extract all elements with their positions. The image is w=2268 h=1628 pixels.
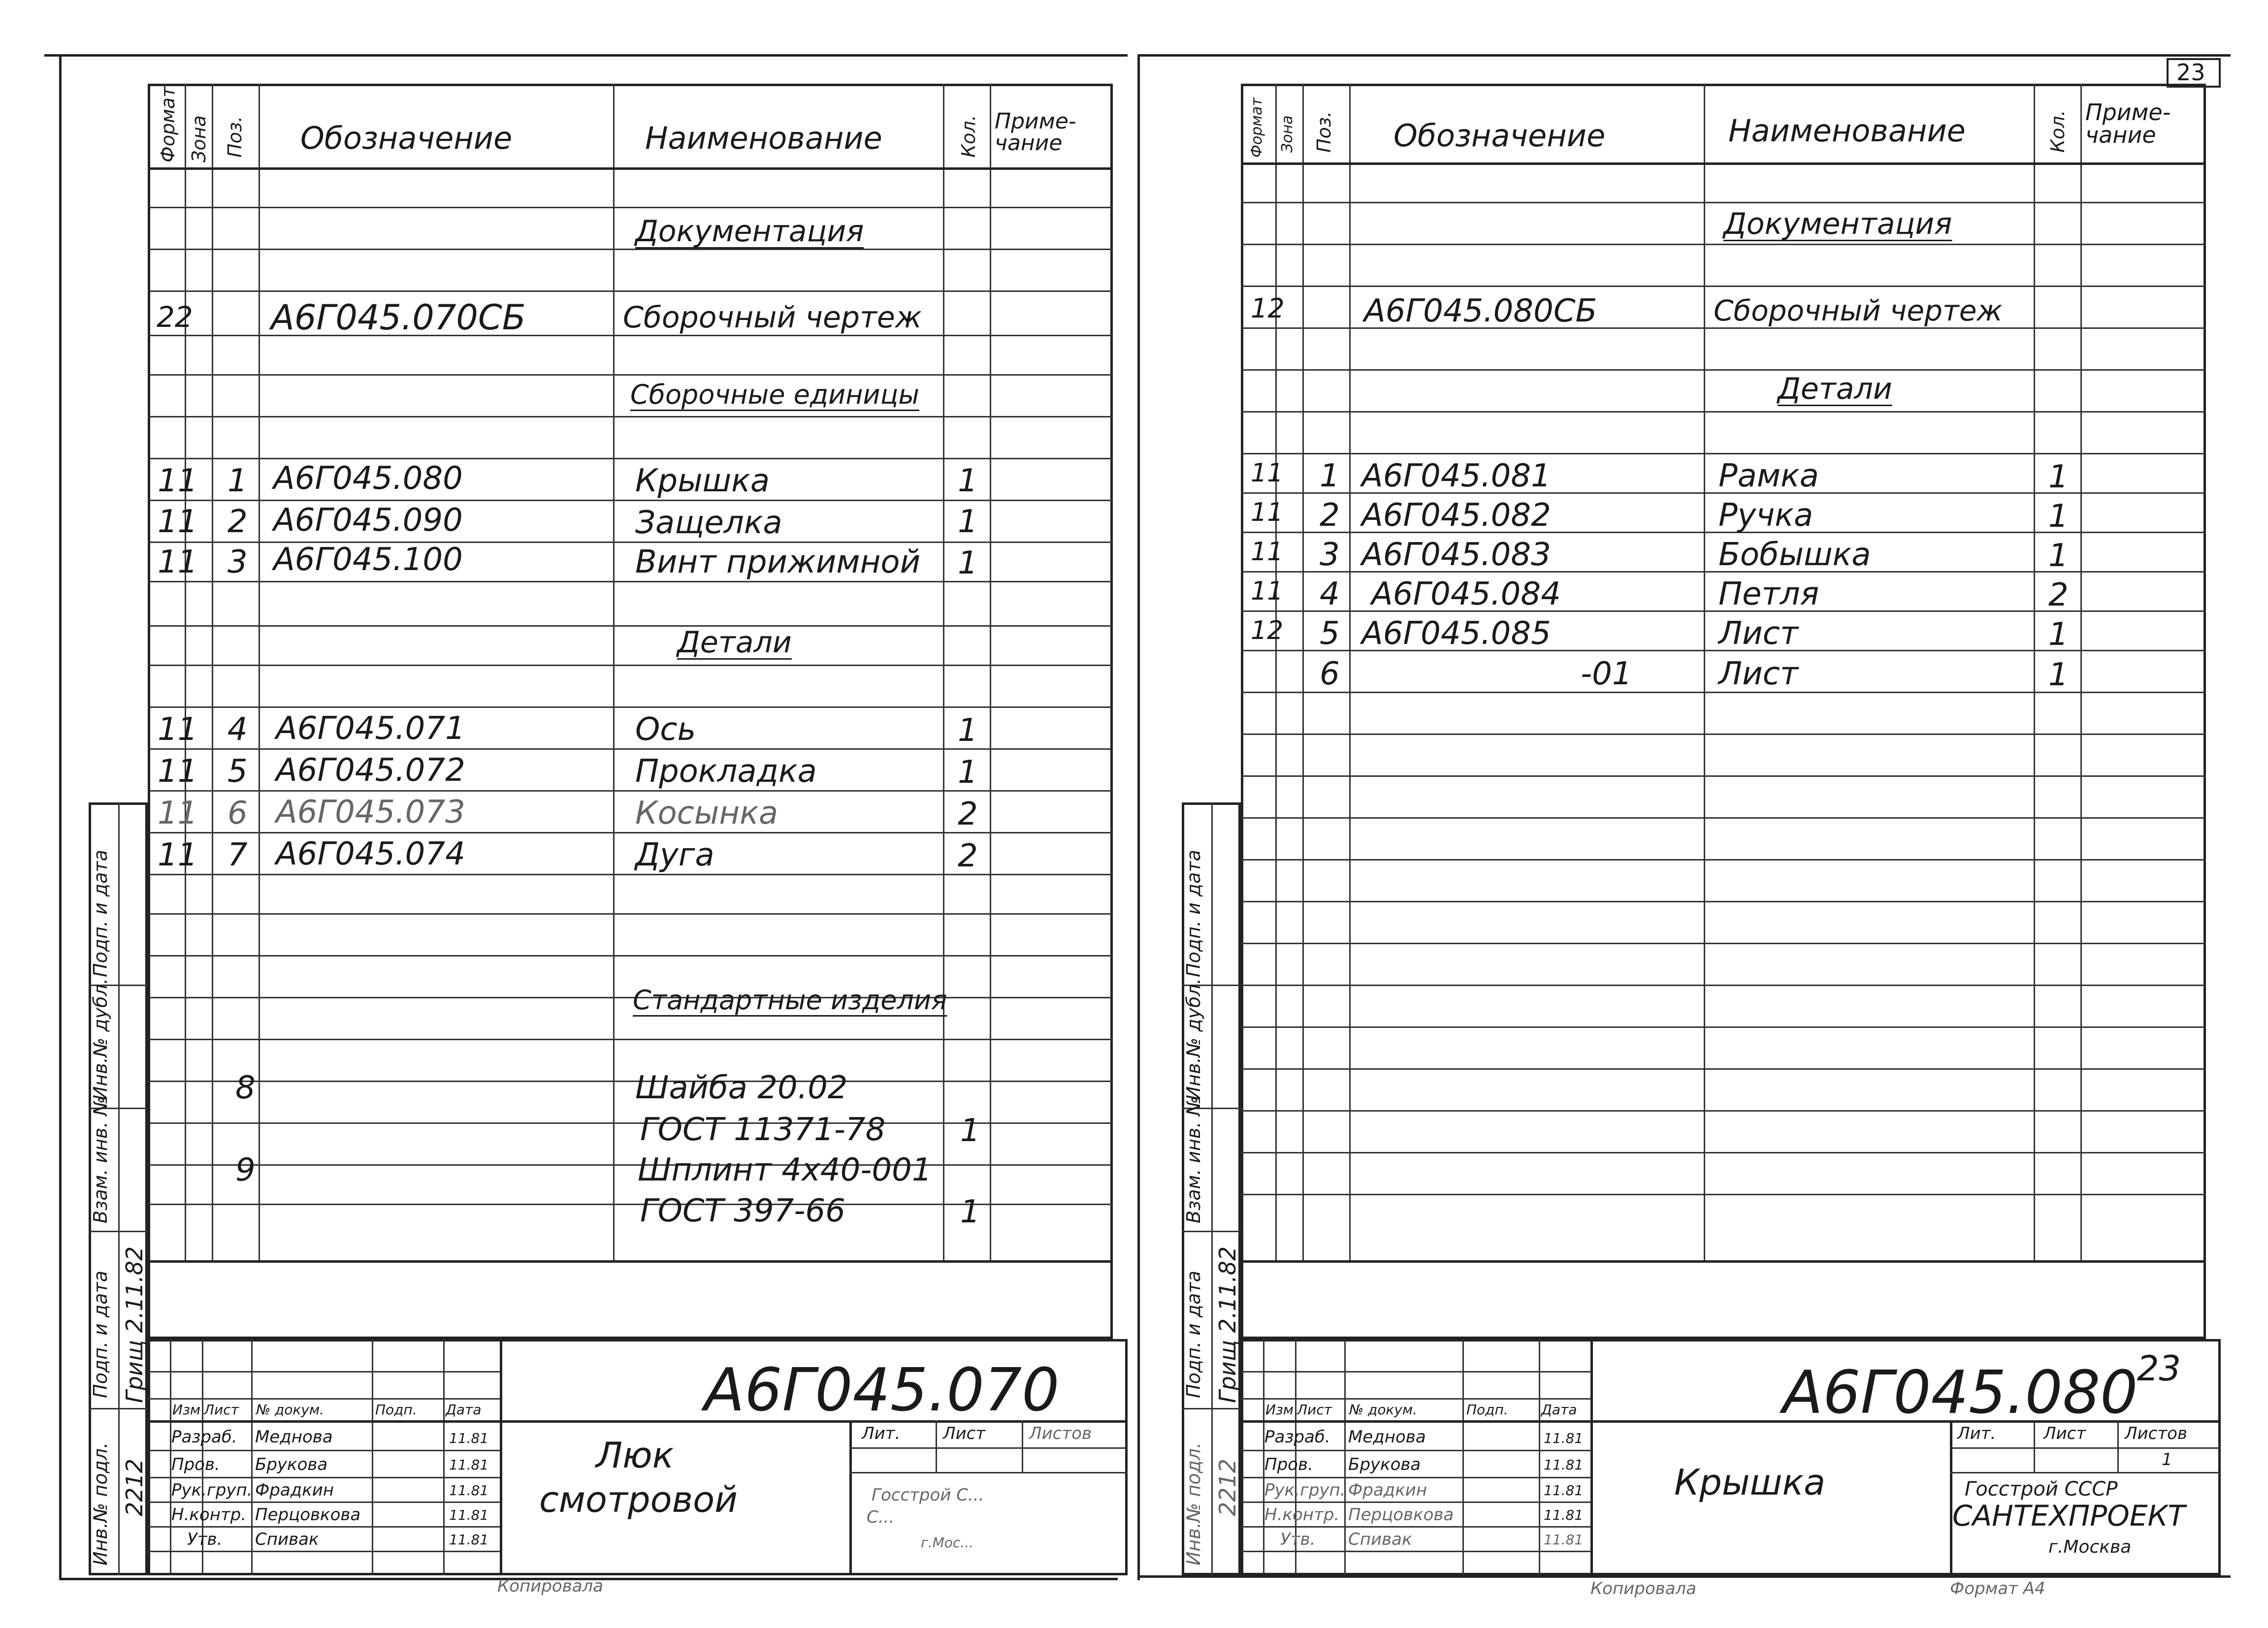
left-row-line (148, 955, 1113, 957)
left-hdr-zone: Зона (188, 115, 210, 162)
row-designation: А6Г045.074 (276, 836, 465, 872)
left-side-inv-number: 2212 (121, 1458, 148, 1516)
left-side-inv-dubl: Инв.№ дубл. (90, 978, 111, 1100)
left-side-podp-data: Подп. и дата (90, 1271, 111, 1398)
left-sig-row (148, 1501, 500, 1503)
right-hdr-pos: Поз. (1313, 111, 1335, 153)
row-name: Лист (1718, 615, 1799, 652)
right-side-row (1182, 1408, 1241, 1409)
tb-role: Рук.груп. (171, 1480, 253, 1500)
left-side-podp-data2: Подп. и дата (90, 850, 111, 977)
right-sig-row (1241, 1477, 1590, 1478)
right-row-line (1241, 1194, 2206, 1195)
right-row-line (1241, 1152, 2206, 1153)
row-name: Шайба 20.02 (635, 1070, 848, 1106)
tb-col-list: Лист (204, 1402, 239, 1418)
left-tb-title-2: смотровой (539, 1479, 738, 1520)
right-tb-sheets-value: 1 (2162, 1450, 2172, 1469)
row-format: 11 (158, 837, 198, 873)
left-tb-split2 (849, 1420, 852, 1575)
row-name: Бобышка (1718, 537, 1871, 573)
left-row-line (148, 249, 1113, 250)
row-designation: А6Г045.090 (273, 502, 463, 539)
left-sig-row (148, 1420, 500, 1423)
tb-person: Фрадкин (255, 1480, 334, 1500)
tb-col-date: Дата (446, 1402, 482, 1418)
row-qty: 1 (2048, 616, 2069, 653)
right-tb-designation: А6Г045.080 (1782, 1359, 2138, 1427)
row-pos: 9 (235, 1152, 256, 1188)
left-tb-sheet: Лист (943, 1424, 986, 1443)
right-row-line (1241, 1068, 2206, 1070)
tb-role: Н.контр. (1264, 1505, 1340, 1525)
right-sig-col (1344, 1339, 1346, 1575)
left-outer-left (59, 54, 62, 1580)
left-row-line (148, 997, 1113, 998)
row-pos: 5 (227, 753, 248, 790)
right-row-line (1241, 775, 2206, 777)
left-row-line (148, 1081, 1113, 1082)
left-sig-row (148, 1526, 500, 1528)
right-copied: Копировала (1590, 1579, 1697, 1598)
tb-col-izm: Изм (172, 1402, 200, 1418)
row-qty: 1 (960, 1113, 980, 1149)
left-tb-col (1022, 1420, 1023, 1472)
tb-date: 11.81 (449, 1430, 489, 1446)
right-row-line (1241, 202, 2206, 203)
right-sec-details: Детали (1778, 372, 1892, 406)
left-col-format (185, 84, 186, 1260)
row-designation: А6Г045.085 (1361, 615, 1551, 652)
right-sig-row (1241, 1398, 1590, 1400)
row-pos: 1 (1320, 458, 1340, 494)
right-sig-col (1539, 1339, 1540, 1575)
right-side-inv-number: 2212 (1214, 1458, 1241, 1516)
right-side-row (1182, 1231, 1241, 1232)
left-col-name (613, 84, 615, 1260)
tb-date: 11.81 (1544, 1507, 1584, 1523)
row-name: Защелка (635, 505, 782, 541)
left-col-pos (259, 84, 260, 1260)
right-row-line (1241, 943, 2206, 944)
right-side-sign-date: Грищ 2.11.82 (1214, 1246, 1241, 1403)
left-tb-line (849, 1447, 1128, 1449)
left-sec-details: Детали (677, 625, 792, 660)
left-row-line (148, 500, 1113, 501)
right-sig-col (1462, 1339, 1464, 1575)
row-designation: А6Г045.073 (276, 794, 465, 830)
row-qty: 1 (958, 504, 978, 540)
row-pos: 5 (1320, 615, 1340, 652)
row-pos: 2 (1320, 497, 1340, 534)
left-tb-org1: Госстрой С... (872, 1485, 984, 1505)
left-hdr-designation: Обозначение (300, 120, 513, 156)
left-row-line (148, 625, 1113, 627)
row-qty: 2 (958, 796, 978, 832)
right-row-line (1241, 859, 2206, 861)
tb-person: Спивак (1348, 1530, 1412, 1549)
tb-col-doc: № докум. (256, 1402, 324, 1418)
left-sig-col (443, 1339, 445, 1575)
tb-date: 11.81 (1544, 1457, 1584, 1473)
right-row-line (1241, 411, 2206, 413)
tb-person: Меднова (255, 1427, 333, 1447)
left-sig-col (372, 1339, 373, 1575)
right-sig-row (1241, 1450, 1590, 1451)
tb-role: Разраб. (171, 1427, 237, 1447)
left-row-line (148, 290, 1113, 292)
row-format: 11 (1251, 458, 1284, 488)
row-name: Крышка (635, 463, 770, 499)
right-side-podp-data: Подп. и дата (1183, 1271, 1204, 1398)
left-tb-sheets: Листов (1029, 1424, 1092, 1443)
left-row-line (148, 374, 1113, 376)
left-sec-standard: Стандартные изделия (633, 985, 947, 1016)
row-name: Косынка (635, 795, 778, 831)
row-designation: А6Г045.071 (276, 710, 465, 747)
row-pos: 2 (227, 504, 248, 540)
left-row-line (148, 665, 1113, 666)
row-pos: 1 (227, 463, 248, 499)
left-hdr-name: Наименование (645, 120, 882, 156)
left-col-note (990, 84, 991, 1260)
right-tb-line (1950, 1447, 2221, 1449)
row-designation: А6Г045.100 (273, 542, 463, 578)
row-pos: 4 (227, 711, 248, 748)
right-hdr-format: Формат (1248, 97, 1265, 158)
left-side-inv-podl: Инв.№ подл. (90, 1442, 111, 1565)
row-pos: 3 (1320, 537, 1340, 573)
right-side-split (1211, 802, 1213, 1575)
right-tb-line (1950, 1472, 2221, 1473)
row-qty: 1 (2048, 459, 2069, 495)
row-name: Ручка (1718, 497, 1814, 534)
row-format: 11 (1251, 576, 1284, 606)
left-side-vzam-inv: Взам. инв. № (90, 1096, 111, 1223)
row-name: ГОСТ 397-66 (640, 1193, 845, 1229)
row-qty: 1 (958, 463, 978, 499)
tb-date: 11.81 (449, 1482, 489, 1499)
right-row-line (1241, 1110, 2206, 1112)
row-name: Петля (1718, 576, 1819, 612)
row-name: Прокладка (635, 753, 817, 790)
row-designation: -01 (1581, 656, 1632, 692)
row-name: Винт прижимной (635, 544, 921, 580)
left-sig-row (148, 1371, 500, 1373)
right-spec-bottom (1241, 1260, 2206, 1263)
row-name: Ось (635, 711, 696, 748)
right-row-line (1241, 1026, 2206, 1028)
left-header-line (148, 167, 1113, 170)
left-doc-name: Сборочный чертеж (623, 300, 922, 335)
left-spec-bottom (148, 1260, 1113, 1263)
left-row-line (148, 1039, 1113, 1040)
row-qty: 1 (2048, 498, 2069, 535)
right-tb-org2: САНТЕХПРОЕКТ (1952, 1499, 2186, 1532)
right-col-name (1704, 84, 1705, 1260)
left-side-sign-date: Грищ 2.11.82 (121, 1246, 148, 1403)
left-side-row (89, 1231, 148, 1232)
left-hdr-note: Приме-чание (995, 109, 1076, 156)
right-row-line (1241, 817, 2206, 819)
right-tb-org1: Госстрой СССР (1965, 1478, 2118, 1500)
left-tb-org3: г.Мос... (921, 1534, 973, 1551)
right-tb-split2 (1950, 1420, 1952, 1575)
tb-role: Пров. (1264, 1455, 1313, 1474)
right-tb-lit: Лит. (1957, 1424, 1996, 1443)
row-qty: 1 (960, 1194, 980, 1230)
right-hdr-zone: Зона (1279, 115, 1296, 153)
row-format: 11 (158, 544, 198, 580)
right-tb-col (2117, 1420, 2119, 1472)
left-sig-row (148, 1450, 500, 1451)
row-designation: А6Г045.082 (1361, 497, 1551, 534)
left-sec-documentation: Документация (635, 214, 864, 249)
row-name: Дуга (635, 837, 714, 873)
tb-col-izm: Изм (1265, 1402, 1294, 1418)
row-name: ГОСТ 11371-78 (640, 1112, 886, 1148)
tb-person: Фрадкин (1348, 1480, 1427, 1500)
tb-role: Н.контр. (171, 1505, 247, 1525)
page-number: 23 (2176, 59, 2205, 86)
row-format: 11 (158, 504, 198, 540)
right-row-line (1241, 244, 2206, 245)
tb-person: Спивак (255, 1530, 319, 1549)
left-row-line (148, 706, 1113, 708)
right-format-label: Формат А4 (1950, 1579, 2045, 1598)
right-outer-top (1137, 54, 2231, 57)
row-qty: 2 (2048, 577, 2069, 613)
right-side-podp-data2: Подп. и дата (1183, 850, 1204, 977)
row-qty: 2 (958, 838, 978, 874)
left-sig-row (148, 1551, 500, 1552)
row-format: 11 (158, 795, 198, 831)
tb-person: Меднова (1348, 1427, 1426, 1447)
row-designation: А6Г045.081 (1361, 458, 1551, 494)
left-sig-row (148, 1477, 500, 1478)
right-sec-documentation: Документация (1723, 207, 1952, 241)
left-col-qty (943, 84, 944, 1260)
row-format: 11 (1251, 498, 1284, 527)
right-tb-col (2034, 1420, 2035, 1472)
tb-date: 11.81 (449, 1457, 489, 1473)
left-hdr-pos: Поз. (224, 116, 246, 158)
row-pos: 6 (227, 795, 248, 831)
row-qty: 1 (958, 712, 978, 749)
right-row-line (1241, 985, 2206, 986)
tb-col-doc: № докум. (1349, 1402, 1418, 1418)
left-hdr-format: Формат (157, 86, 179, 162)
right-row-line (1241, 734, 2206, 735)
right-outer-left (1137, 54, 1140, 1580)
right-side-inv-podl: Инв.№ подл. (1183, 1442, 1204, 1565)
right-hdr-note: Приме-чание (2085, 99, 2171, 148)
tb-date: 11.81 (449, 1507, 489, 1523)
tb-person: Перцовкова (255, 1505, 361, 1525)
row-designation: А6Г045.080 (273, 460, 463, 497)
left-sig-row (148, 1398, 500, 1400)
left-col-zone (212, 84, 213, 1260)
row-designation: А6Г045.084 (1371, 576, 1561, 612)
left-copied: Копировала (497, 1576, 604, 1596)
row-pos: 4 (1320, 576, 1340, 612)
row-pos: 6 (1320, 656, 1340, 692)
right-spec-frame (1241, 84, 2206, 1339)
right-doc-format: 12 (1251, 293, 1285, 324)
row-format: 11 (158, 711, 198, 748)
left-hdr-qty: Кол. (958, 115, 979, 158)
right-col-note (2080, 84, 2082, 1260)
left-doc-designation: А6Г045.070СБ (271, 297, 526, 338)
left-outer-top (44, 54, 1128, 57)
tb-col-list: Лист (1297, 1402, 1332, 1418)
left-row-line (148, 458, 1113, 459)
row-designation: А6Г045.083 (1361, 537, 1551, 573)
left-sig-col (251, 1339, 253, 1575)
row-name: Лист (1718, 656, 1799, 692)
right-header-line (1241, 162, 2206, 165)
left-tb-org2: С... (867, 1507, 895, 1527)
row-pos: 8 (235, 1070, 256, 1106)
right-sig-row (1241, 1501, 1590, 1503)
tb-role: Утв. (1280, 1530, 1316, 1549)
tb-person: Брукова (255, 1455, 328, 1474)
left-row-line (148, 913, 1113, 915)
tb-role: Утв. (187, 1530, 223, 1549)
row-pos: 3 (227, 544, 248, 580)
row-name: Шплинт 4х40-001 (638, 1152, 932, 1188)
tb-date: 11.81 (1544, 1532, 1584, 1548)
tb-role: Разраб. (1264, 1427, 1330, 1447)
right-sig-row (1241, 1551, 1590, 1552)
left-row-line (148, 1164, 1113, 1166)
row-format: 11 (158, 753, 198, 790)
row-qty: 1 (958, 754, 978, 791)
right-tb-page-mark: 23 (2137, 1348, 2181, 1389)
tb-date: 11.81 (1544, 1482, 1584, 1499)
right-tb-sheet: Лист (2043, 1424, 2086, 1443)
right-doc-name: Сборочный чертеж (1714, 294, 2003, 327)
left-side-split (118, 802, 120, 1575)
tb-col-date: Дата (1541, 1402, 1577, 1418)
row-qty: 1 (2048, 657, 2069, 693)
right-col-zone (1302, 84, 1304, 1260)
right-side-inv-dubl: Инв.№ дубл. (1183, 978, 1204, 1100)
right-hdr-name: Наименование (1728, 113, 1966, 149)
row-qty: 1 (2048, 538, 2069, 574)
left-tb-col (936, 1420, 937, 1472)
right-side-vzam-inv: Взам. инв. № (1183, 1096, 1204, 1223)
left-sec-assemblies: Сборочные единицы (630, 379, 920, 410)
right-col-qty (2034, 84, 2035, 1260)
right-row-line (1241, 901, 2206, 902)
right-col-pos (1349, 84, 1351, 1260)
row-format: 12 (1251, 616, 1284, 645)
right-row-line (1241, 453, 2206, 454)
left-row-line (148, 207, 1113, 208)
row-format: 11 (158, 463, 198, 499)
row-designation: А6Г045.072 (276, 752, 465, 789)
right-doc-designation: А6Г045.080СБ (1364, 293, 1597, 329)
right-tb-title: Крышка (1674, 1462, 1826, 1503)
tb-col-sign: Подп. (375, 1402, 417, 1418)
right-hdr-designation: Обозначение (1393, 118, 1606, 154)
row-name: Рамка (1718, 458, 1819, 494)
left-tb-line (849, 1472, 1128, 1473)
left-tb-designation: А6Г045.070 (704, 1356, 1060, 1425)
left-tb-split (500, 1339, 502, 1575)
right-tb-sheets: Листов (2125, 1424, 2188, 1443)
left-doc-format: 22 (157, 300, 193, 334)
right-sig-row (1241, 1371, 1590, 1373)
right-sig-row (1241, 1420, 1590, 1423)
left-side-row (89, 1408, 148, 1409)
tb-person: Брукова (1348, 1455, 1421, 1474)
right-sig-row (1241, 1526, 1590, 1528)
right-row-line (1241, 286, 2206, 287)
tb-role: Пров. (171, 1455, 220, 1474)
tb-date: 11.81 (449, 1532, 489, 1548)
left-tb-title-1: Люк (596, 1435, 674, 1476)
right-col-format (1275, 84, 1277, 1260)
tb-col-sign: Подп. (1466, 1402, 1508, 1418)
row-format: 11 (1251, 537, 1284, 567)
left-row-line (148, 416, 1113, 417)
right-outer-bottom (1137, 1575, 2231, 1578)
tb-person: Перцовкова (1348, 1505, 1454, 1525)
right-tb-org3: г.Москва (2048, 1537, 2132, 1557)
right-tb-split (1590, 1339, 1593, 1575)
left-tb-lit: Лит. (862, 1424, 901, 1443)
right-row-line (1241, 369, 2206, 371)
right-hdr-qty: Кол. (2047, 110, 2069, 153)
tb-role: Рук.груп. (1264, 1480, 1346, 1500)
tb-date: 11.81 (1544, 1430, 1584, 1446)
row-qty: 1 (958, 545, 978, 581)
row-pos: 7 (227, 837, 248, 873)
